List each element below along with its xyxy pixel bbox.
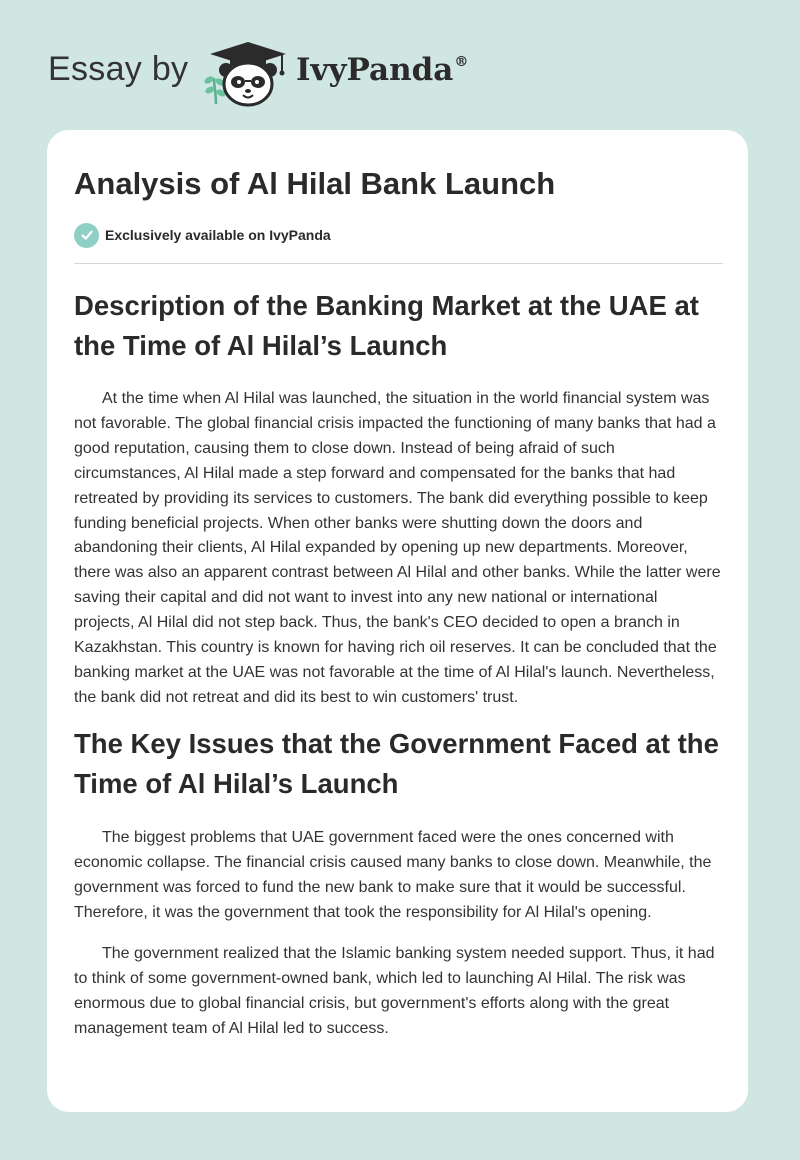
check-icon [74,223,99,248]
essay-by-label: Essay by [48,50,189,88]
brand-name[interactable] [296,52,468,88]
section-banking-market [74,286,721,711]
section-government-issues [74,724,721,1042]
section-heading: The Key Issues that the Government Faced at the Time of Al Hilal’s Launch [74,727,719,799]
exclusive-badge [74,222,721,248]
article-title: Analysis of Al Hilal Bank Launch [74,166,556,201]
paragraph: At the time when Al Hilal was launched, the situation in the world financial system was not favorable. The global financial crisis impacted the functioning of many banks that had a good reputation, causing them to close down. Instead of being afraid of such circumstances, Al Hilal made a step forward and compensated for the banks that had retreated by providing its services to customers. The bank did everything possible to keep funding beneficial projects. When other banks were shutting down the doors and abandoning their clients, Al Hilal expanded by opening up new departments. Moreover, there was also an apparent contrast between Al Hilal and other banks. While the latter were saving their capital and did not want to invest into any new national or international projects, Al Hilal did not step back. Thus, the bank's CEO decided to open a branch in Kazakhstan. This country is known for having rich oil reserves. It can be concluded that the banking market at the UAE was not favorable at the time of Al Hilal's launch. Nevertheless, the bank did not retreat and did its best to win customers' trust. [74,390,721,706]
article-card [47,130,748,1112]
paragraph: The biggest problems that UAE government faced were the ones concerned with economic collapse. The financial crisis caused many banks to close down. Meanwhile, the government was forced to fund the new bank to make sure that it would be successful. Therefore, it was the government that took the responsibility for Al Hilal's opening. [74,828,712,921]
panda-graduate-icon[interactable] [202,38,292,108]
site-header [0,0,800,130]
section-heading: Description of the Banking Market at the UAE at the Time of Al Hilal’s Launch [74,290,699,361]
divider [74,263,723,264]
registered-mark: ® [454,54,469,70]
brand-text: IvyPanda [296,52,454,88]
exclusive-label: Exclusively available on IvyPanda [105,227,331,243]
paragraph: The government realized that the Islamic banking system needed support. Thus, it had to think of some government-owned bank, which led to launching Al Hilal. The risk was enormous due to global financial crisis, but government's efforts along with the great management team of Al Hilal led to success. [74,945,715,1038]
